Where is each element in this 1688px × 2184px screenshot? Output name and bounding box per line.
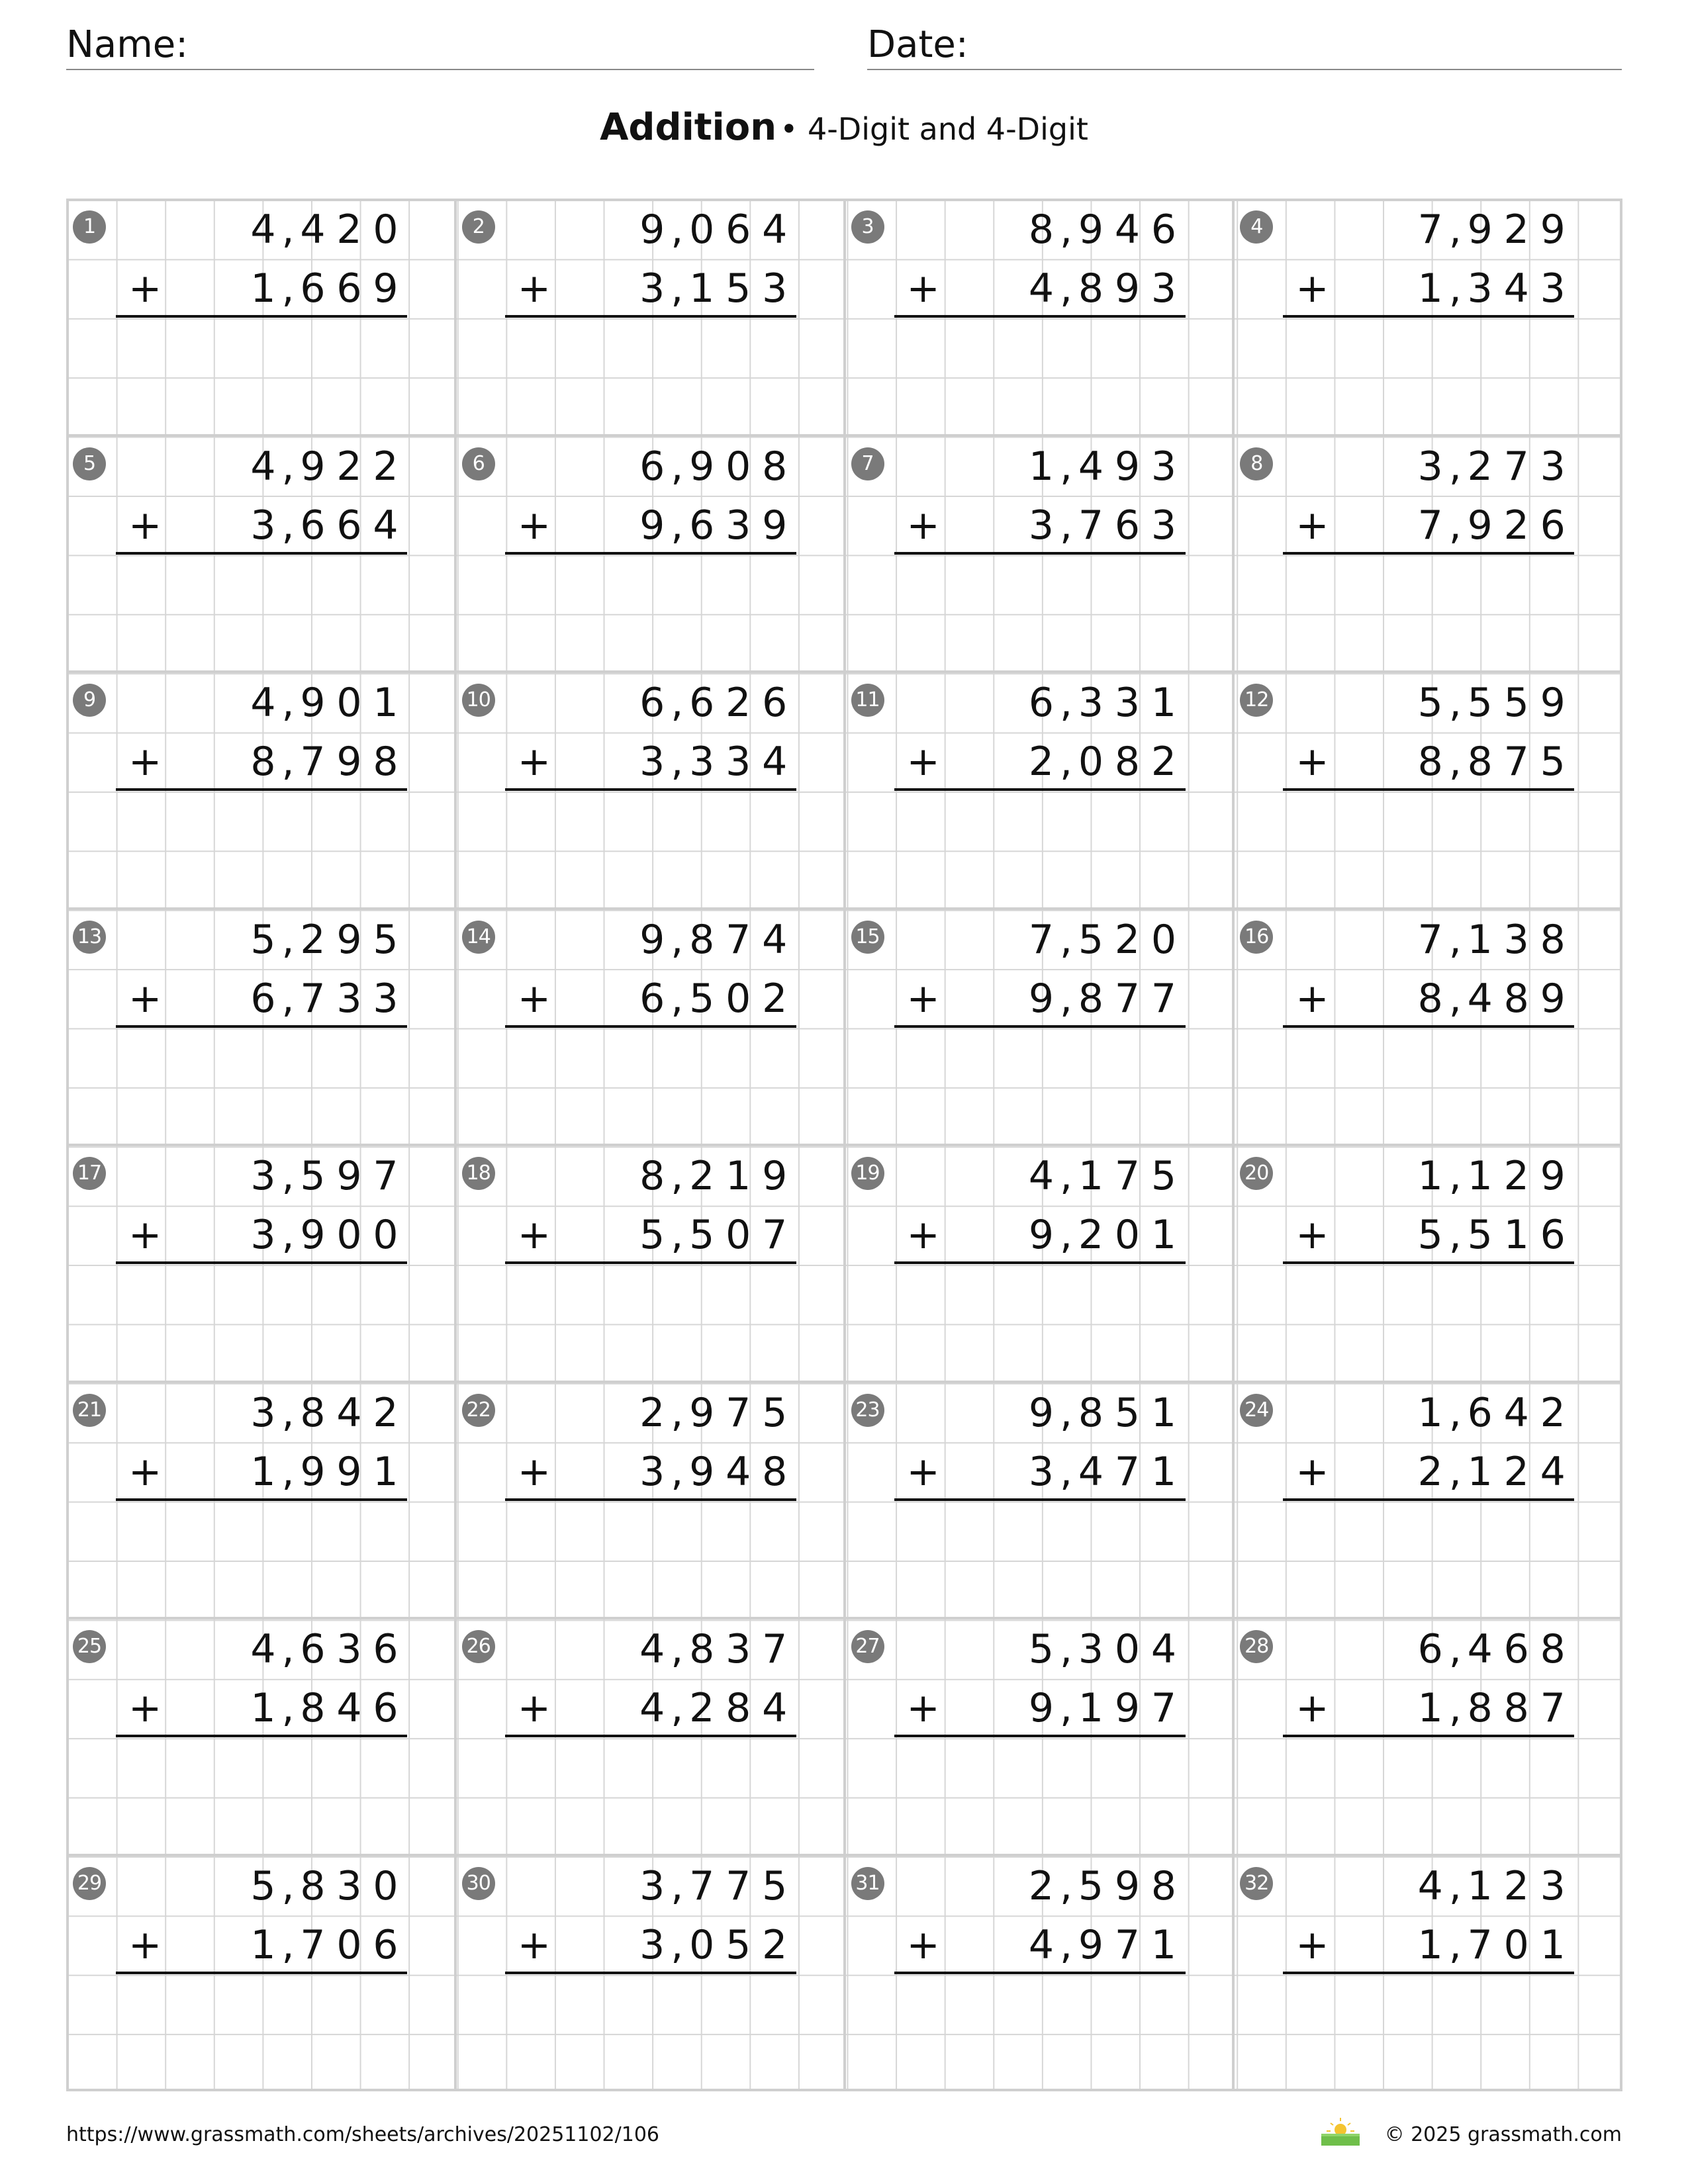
plus-sign: + [1295,975,1329,1022]
plus-sign: + [1295,739,1329,785]
addend-bottom [68,496,457,555]
problem-27 [846,1619,1235,1856]
answer-space[interactable] [894,1265,1186,1378]
problem-4 [1235,200,1622,437]
addend-top [457,910,846,969]
addend-bottom [846,732,1235,791]
answer-space[interactable] [894,1739,1186,1851]
addend-bottom [68,1915,457,1974]
answer-space[interactable] [1283,1502,1574,1615]
plus-sign: + [1295,1685,1329,1731]
plus-sign: + [517,1921,551,1968]
problem-number-badge: 2 [462,210,495,244]
plus-sign: + [906,502,940,549]
problem-number-badge: 19 [851,1157,884,1190]
answer-space[interactable] [505,319,796,432]
plus-sign: + [128,1685,162,1731]
plus-sign: + [906,1921,940,1968]
grass-sun-logo-icon [1317,2115,1364,2147]
addend-value: 3 , 3 3 4 [639,739,788,785]
addend-value: 8 , 2 1 9 [639,1153,788,1199]
answer-space[interactable] [505,1265,796,1378]
answer-space[interactable] [894,792,1186,905]
problem-13 [68,910,457,1147]
addend-value: 3 , 5 9 7 [250,1153,399,1199]
addend-bottom [1235,1442,1622,1501]
addend-bottom [846,1442,1235,1501]
addend-top [457,1146,846,1205]
answer-line [116,1025,407,1028]
addend-bottom [457,969,846,1028]
addend-top [457,1856,846,1915]
addend-value: 4 , 2 8 4 [639,1685,788,1731]
name-label: Name: [66,23,189,66]
plus-sign: + [517,739,551,785]
addend-top [846,1619,1235,1678]
addend-value: 7 , 9 2 9 [1417,206,1566,253]
addend-value: 2 , 0 8 2 [1028,739,1177,785]
addend-top [68,1856,457,1915]
addend-bottom [846,496,1235,555]
answer-space[interactable] [505,556,796,668]
problem-number-badge: 16 [1240,921,1273,954]
addend-bottom [1235,732,1622,791]
addend-value: 9 , 2 0 1 [1028,1212,1177,1258]
addend-value: 8 , 9 4 6 [1028,206,1177,253]
plus-sign: + [1295,265,1329,312]
addend-bottom [68,969,457,1028]
answer-line [505,1498,796,1501]
addend-value: 1 , 8 8 7 [1417,1685,1566,1731]
problem-number-badge: 21 [73,1394,106,1427]
problem-19 [846,1146,1235,1383]
addend-value: 1 , 3 4 3 [1417,265,1566,312]
plus-sign: + [128,739,162,785]
answer-space[interactable] [116,556,407,668]
answer-line [505,552,796,555]
problem-10 [457,673,846,910]
problem-number-badge: 1 [73,210,106,244]
addend-value: 3 , 2 7 3 [1417,443,1566,490]
answer-line [894,1261,1186,1264]
addend-value: 4 , 1 7 5 [1028,1153,1177,1199]
problem-3 [846,200,1235,437]
problem-number-badge: 32 [1240,1867,1273,1900]
addend-bottom [846,259,1235,318]
addend-value: 5 , 8 3 0 [250,1862,399,1909]
addend-value: 7 , 9 2 6 [1417,502,1566,549]
problem-number-badge: 11 [851,684,884,717]
addend-value: 1 , 7 0 6 [250,1921,399,1968]
addend-top [457,1619,846,1678]
addend-top [68,910,457,969]
problem-7 [846,437,1235,674]
problem-22 [457,1383,846,1620]
addend-value: 2 , 9 7 5 [639,1389,788,1436]
addend-top [846,1383,1235,1442]
answer-line [1283,1972,1574,1974]
addend-top [1235,200,1622,259]
title-subtitle: • 4-Digit and 4-Digit [780,111,1088,147]
addend-bottom [1235,969,1622,1028]
addend-bottom [846,1915,1235,1974]
addend-top [68,1383,457,1442]
answer-line [894,1735,1186,1737]
problem-18 [457,1146,846,1383]
plus-sign: + [517,265,551,312]
problem-32 [1235,1856,1622,2092]
title-main: Addition [600,106,777,149]
addend-bottom [457,732,846,791]
addend-bottom [457,1915,846,1974]
plus-sign: + [1295,1921,1329,1968]
answer-line [1283,788,1574,791]
problem-number-badge: 3 [851,210,884,244]
answer-space[interactable] [505,1029,796,1142]
addend-top [846,910,1235,969]
answer-space[interactable] [1283,792,1574,905]
problem-number-badge: 25 [73,1630,106,1663]
addend-value: 3 , 4 7 1 [1028,1448,1177,1495]
addend-top [846,437,1235,496]
answer-space[interactable] [505,1976,796,2088]
addend-top [68,1619,457,1678]
answer-line [505,788,796,791]
addend-value: 4 , 1 2 3 [1417,1862,1566,1909]
date-label: Date: [867,23,968,66]
addend-value: 4 , 9 7 1 [1028,1921,1177,1968]
answer-space[interactable] [505,1502,796,1615]
addend-top [68,200,457,259]
answer-line [894,315,1186,318]
answer-space[interactable] [116,792,407,905]
addend-value: 1 , 7 0 1 [1417,1921,1566,1968]
addend-value: 4 , 9 0 1 [250,680,399,726]
plus-sign: + [517,1448,551,1495]
addend-value: 3 , 8 4 2 [250,1389,399,1436]
answer-line [116,1498,407,1501]
answer-space[interactable] [116,1502,407,1615]
problem-number-badge: 15 [851,921,884,954]
answer-space[interactable] [116,1976,407,2088]
problem-number-badge: 18 [462,1157,495,1190]
problem-20 [1235,1146,1622,1383]
addend-value: 3 , 0 5 2 [639,1921,788,1968]
addend-bottom [457,496,846,555]
answer-space[interactable] [116,1029,407,1142]
plus-sign: + [1295,502,1329,549]
addend-bottom [68,259,457,318]
problem-1 [68,200,457,437]
addend-value: 4 , 4 2 0 [250,206,399,253]
addend-bottom [457,259,846,318]
addend-value: 1 , 6 6 9 [250,265,399,312]
answer-space[interactable] [1283,1265,1574,1378]
addend-bottom [1235,496,1622,555]
answer-line [505,315,796,318]
addend-top [1235,437,1622,496]
addend-value: 7 , 5 2 0 [1028,916,1177,963]
plus-sign: + [906,265,940,312]
addend-bottom [457,1205,846,1264]
addend-bottom [457,1442,846,1501]
addend-value: 4 , 8 3 7 [639,1626,788,1672]
problem-number-badge: 24 [1240,1394,1273,1427]
answer-line [505,1972,796,1974]
problem-15 [846,910,1235,1147]
plus-sign: + [517,1212,551,1258]
problem-6 [457,437,846,674]
addend-value: 6 , 6 2 6 [639,680,788,726]
addend-value: 5 , 2 9 5 [250,916,399,963]
addend-value: 5 , 5 0 7 [639,1212,788,1258]
addend-value: 3 , 1 5 3 [639,265,788,312]
addend-bottom [68,1678,457,1737]
addend-bottom [846,1678,1235,1737]
answer-line [894,552,1186,555]
addend-bottom [1235,259,1622,318]
addend-top [1235,1619,1622,1678]
problem-number-badge: 17 [73,1157,106,1190]
answer-space[interactable] [894,1502,1186,1615]
addend-top [457,1383,846,1442]
problem-29 [68,1856,457,2092]
addend-value: 9 , 8 7 4 [639,916,788,963]
answer-line [116,552,407,555]
plus-sign: + [517,1685,551,1731]
addend-value: 4 , 8 9 3 [1028,265,1177,312]
answer-space[interactable] [1283,319,1574,432]
addend-value: 3 , 7 6 3 [1028,502,1177,549]
addend-top [1235,1383,1622,1442]
problem-number-badge: 9 [73,684,106,717]
addend-top [846,200,1235,259]
answer-line [1283,1498,1574,1501]
plus-sign: + [906,739,940,785]
answer-line [116,788,407,791]
addend-value: 2 , 5 9 8 [1028,1862,1177,1909]
problem-17 [68,1146,457,1383]
addend-value: 4 , 6 3 6 [250,1626,399,1672]
answer-line [894,1498,1186,1501]
addend-top [846,673,1235,732]
problem-9 [68,673,457,910]
answer-line [505,1261,796,1264]
addend-bottom [457,1678,846,1737]
problem-number-badge: 28 [1240,1630,1273,1663]
addend-value: 8 , 4 8 9 [1417,975,1566,1022]
answer-space[interactable] [116,319,407,432]
answer-line [1283,1261,1574,1264]
addend-value: 5 , 3 0 4 [1028,1626,1177,1672]
addend-value: 9 , 0 6 4 [639,206,788,253]
addend-value: 7 , 1 3 8 [1417,916,1566,963]
problem-number-badge: 31 [851,1867,884,1900]
addend-value: 9 , 8 5 1 [1028,1389,1177,1436]
answer-space[interactable] [894,319,1186,432]
addend-value: 6 , 7 3 3 [250,975,399,1022]
problem-number-badge: 5 [73,447,106,480]
addend-top [1235,910,1622,969]
plus-sign: + [128,265,162,312]
plus-sign: + [1295,1448,1329,1495]
addend-top [457,200,846,259]
addend-top [68,673,457,732]
answer-line [116,1261,407,1264]
addend-value: 1 , 6 4 2 [1417,1389,1566,1436]
answer-line [116,1972,407,1974]
answer-space[interactable] [1283,1976,1574,2088]
problem-11 [846,673,1235,910]
addend-bottom [846,1205,1235,1264]
answer-space[interactable] [1283,1739,1574,1851]
addend-bottom [846,969,1235,1028]
addend-value: 9 , 8 7 7 [1028,975,1177,1022]
date-field[interactable] [867,23,1622,70]
addend-value: 3 , 7 7 5 [639,1862,788,1909]
plus-sign: + [128,1921,162,1968]
plus-sign: + [906,1212,940,1258]
addend-value: 6 , 5 0 2 [639,975,788,1022]
addend-bottom [1235,1678,1622,1737]
answer-space[interactable] [1283,1029,1574,1142]
problem-number-badge: 6 [462,447,495,480]
answer-line [1283,315,1574,318]
answer-space[interactable] [116,1739,407,1851]
answer-line [1283,1735,1574,1737]
addend-value: 3 , 6 6 4 [250,502,399,549]
footer-url: https://www.grassmath.com/sheets/archives/20251102/106 [66,2123,660,2146]
problem-number-badge: 26 [462,1630,495,1663]
problem-number-badge: 14 [462,921,495,954]
addend-value: 1 , 1 2 9 [1417,1153,1566,1199]
addend-value: 3 , 9 0 0 [250,1212,399,1258]
addend-value: 4 , 9 2 2 [250,443,399,490]
plus-sign: + [906,1685,940,1731]
addend-value: 9 , 6 3 9 [639,502,788,549]
problem-number-badge: 8 [1240,447,1273,480]
problem-number-badge: 13 [73,921,106,954]
answer-line [894,1025,1186,1028]
plus-sign: + [128,502,162,549]
plus-sign: + [128,1212,162,1258]
problem-2 [457,200,846,437]
answer-space[interactable] [894,1029,1186,1142]
answer-space[interactable] [505,792,796,905]
addend-bottom [1235,1205,1622,1264]
addend-value: 5 , 5 5 9 [1417,680,1566,726]
problem-16 [1235,910,1622,1147]
problem-number-badge: 20 [1240,1157,1273,1190]
problem-23 [846,1383,1235,1620]
answer-space[interactable] [116,1265,407,1378]
addend-value: 9 , 1 9 7 [1028,1685,1177,1731]
problem-8 [1235,437,1622,674]
problem-number-badge: 7 [851,447,884,480]
problem-5 [68,437,457,674]
addend-top [1235,1146,1622,1205]
addend-value: 6 , 9 0 8 [639,443,788,490]
problem-31 [846,1856,1235,2092]
answer-space[interactable] [894,1976,1186,2088]
name-field[interactable] [66,23,814,70]
problem-number-badge: 4 [1240,210,1273,244]
addend-value: 1 , 4 9 3 [1028,443,1177,490]
addend-top [846,1146,1235,1205]
problem-number-badge: 22 [462,1394,495,1427]
addend-value: 8 , 8 7 5 [1417,739,1566,785]
addend-top [846,1856,1235,1915]
problem-number-badge: 12 [1240,684,1273,717]
addend-bottom [68,1205,457,1264]
answer-line [1283,1025,1574,1028]
answer-line [116,315,407,318]
addend-bottom [68,1442,457,1501]
addend-bottom [68,732,457,791]
answer-line [1283,552,1574,555]
answer-line [894,1972,1186,1974]
problem-14 [457,910,846,1147]
addend-top [457,437,846,496]
problem-21 [68,1383,457,1620]
addend-top [457,673,846,732]
problem-number-badge: 27 [851,1630,884,1663]
worksheet-title [0,106,1688,149]
addend-value: 8 , 7 9 8 [250,739,399,785]
answer-space[interactable] [894,556,1186,668]
problem-number-badge: 10 [462,684,495,717]
plus-sign: + [1295,1212,1329,1258]
addend-value: 6 , 3 3 1 [1028,680,1177,726]
problem-grid [66,199,1622,2091]
addend-top [68,1146,457,1205]
plus-sign: + [128,975,162,1022]
addend-value: 6 , 4 6 8 [1417,1626,1566,1672]
answer-space[interactable] [1283,556,1574,668]
answer-space[interactable] [505,1739,796,1851]
problem-12 [1235,673,1622,910]
addend-top [68,437,457,496]
addend-bottom [1235,1915,1622,1974]
answer-line [505,1735,796,1737]
addend-value: 1 , 8 4 6 [250,1685,399,1731]
addend-value: 2 , 1 2 4 [1417,1448,1566,1495]
problem-28 [1235,1619,1622,1856]
problem-number-badge: 29 [73,1867,106,1900]
addend-top [1235,673,1622,732]
problem-25 [68,1619,457,1856]
problem-26 [457,1619,846,1856]
addend-value: 5 , 5 1 6 [1417,1212,1566,1258]
plus-sign: + [517,502,551,549]
plus-sign: + [517,975,551,1022]
footer-copyright: © 2025 grassmath.com [1384,2123,1622,2146]
plus-sign: + [906,1448,940,1495]
addend-top [1235,1856,1622,1915]
answer-line [894,788,1186,791]
addend-value: 3 , 9 4 8 [639,1448,788,1495]
plus-sign: + [906,975,940,1022]
answer-line [116,1735,407,1737]
addend-value: 1 , 9 9 1 [250,1448,399,1495]
answer-line [505,1025,796,1028]
plus-sign: + [128,1448,162,1495]
problem-number-badge: 23 [851,1394,884,1427]
problem-24 [1235,1383,1622,1620]
problem-30 [457,1856,846,2092]
problem-number-badge: 30 [462,1867,495,1900]
